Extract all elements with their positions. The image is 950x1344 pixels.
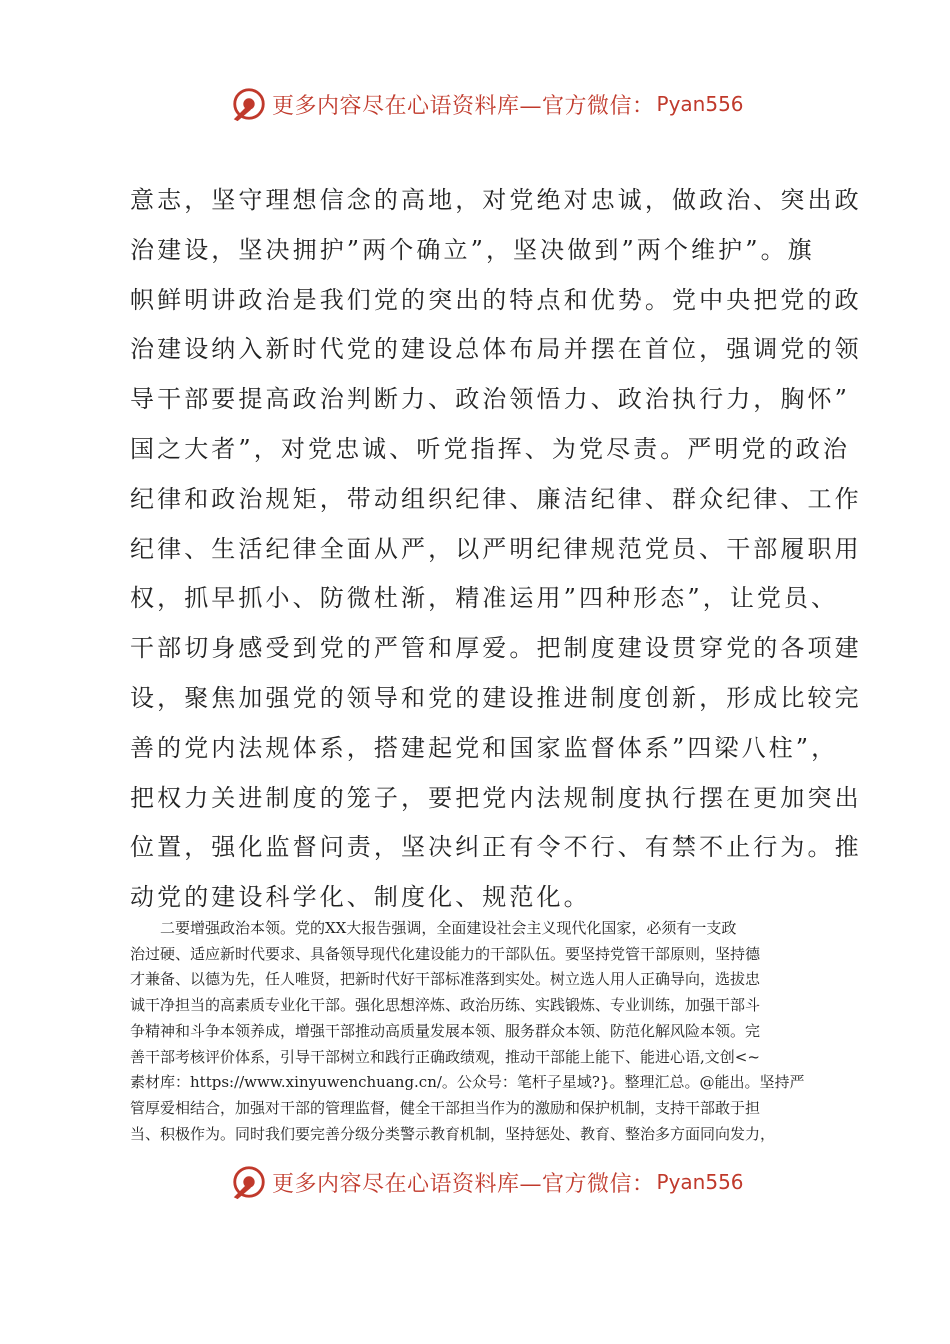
main-paragraph [130, 176, 862, 923]
small-line: 善干部考核评价体系，引导干部树立和践行正确政绩观，推动干部能上能下、能进心语,文创<~ [130, 1047, 760, 1066]
body-line: 治建设，坚决拥护”两个确立”，坚决做到”两个维护”。旗 [130, 235, 815, 264]
body-line: 帜鲜明讲政治是我们党的突出的特点和优势。党中央把党的政 [130, 285, 862, 314]
footer-wechat-id: Pyan556 [656, 1170, 744, 1194]
body-line: 干部切身感受到党的严管和厚爱。把制度建设贯穿党的各项建 [130, 634, 862, 663]
body-line: 纪律、生活纪律全面从严，以严明纪律规范党员、干部履职用 [130, 534, 862, 563]
body-line: 纪律和政治规矩，带动组织纪律、廉洁纪律、群众纪律、工作 [130, 484, 862, 513]
body-line: 设，聚焦加强党的领导和党的建设推进制度创新，形成比较完 [130, 683, 862, 712]
small-line: 诚干净担当的高素质专业化干部。强化思想淬炼、政治历练、实践锻炼、专业训练，加强干部斗 [130, 996, 761, 1015]
pen-logo-icon [230, 1163, 268, 1201]
pen-logo-icon [230, 85, 268, 123]
small-line: 治过硬、适应新时代要求、具备领导现代化建设能力的干部队伍。要坚持党管干部原则，坚持德 [130, 944, 761, 963]
body-line: 位置，强化监督问责，坚决纠正有令不行、有禁不止行为。推 [130, 833, 862, 862]
small-line: 管厚爱相结合，加强对干部的管理监督，健全干部担当作为的激励和保护机制，支持干部敢于担 [130, 1098, 761, 1117]
body-line: 国之大者”，对党忠诚、听党指挥、为党尽责。严明党的政治 [130, 434, 850, 463]
body-line: 意志，坚守理想信念的高地，对党绝对忠诚，做政治、突出政 [130, 186, 862, 214]
secondary-paragraph [130, 916, 850, 1147]
body-line: 动党的建设科学化、制度化、规范化。 [130, 883, 591, 912]
footer-banner [230, 1160, 744, 1204]
body-line: 把权力关进制度的笼子，要把党内法规制度执行摆在更加突出 [130, 783, 862, 812]
body-line: 导干部要提高政治判断力、政治领悟力、政治执行力，胸怀” [130, 385, 850, 414]
footer-banner-text: 更多内容尽在心语资料库—官方微信： [272, 1171, 655, 1197]
header-banner-text: 更多内容尽在心语资料库—官方微信： [272, 93, 655, 119]
small-line: 才兼备、以德为先，任人唯贤，把新时代好干部标准落到实处。树立选人用人正确导向，选拔忠 [130, 970, 761, 989]
small-line: 当、积极作为。同时我们要完善分级分类警示教育机制，坚持惩处、教育、整治多方面同向发力， [130, 1124, 776, 1143]
small-line: 争精神和斗争本领养成，增强干部推动高质量发展本领、服务群众本领、防范化解风险本领。完 [130, 1021, 761, 1040]
small-line: 素材库：https://www.xinyuwenchuang.cn/。公众号：笔杆子星域?}。整理汇总。@能出。坚持严 [130, 1073, 805, 1092]
body-line: 权，抓早抓小、防微杜渐，精准运用”四种形态”，让党员、 [130, 584, 839, 613]
header-wechat-id: Pyan556 [656, 92, 744, 116]
small-line: 二要增强政治本领。党的XX大报告强调，全面建设社会主义现代化国家，必须有一支政 [160, 919, 737, 937]
body-line: 善的党内法规体系，搭建起党和国家监督体系”四梁八柱”， [130, 733, 839, 762]
header-banner [230, 82, 744, 126]
body-line: 治建设纳入新时代党的建设总体布局并摆在首位，强调党的领 [130, 335, 862, 364]
